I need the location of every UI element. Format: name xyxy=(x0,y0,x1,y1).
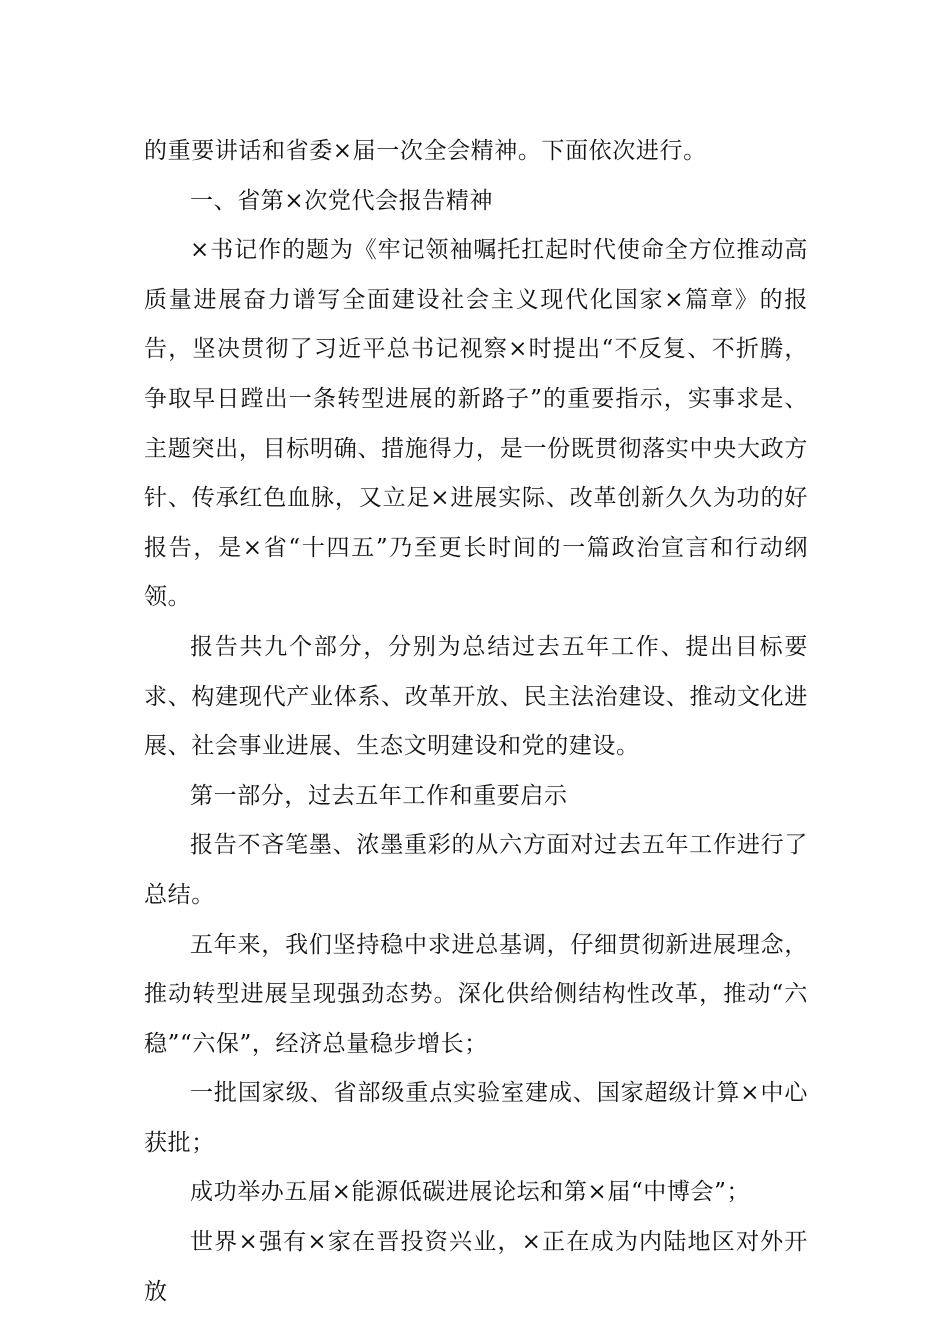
section-heading-1: 一、省第×次党代会报告精神 xyxy=(190,187,494,214)
paragraph-10: 世界×强有×家在晋投资兴业，×正在成为内陆地区对外开放 xyxy=(144,1229,808,1305)
paragraph-3: ×书记作的题为《牢记领袖嘱托扛起时代使命全方位推动高质量进展奋力谱写全面建设社会主义现代化国家×篇章》的报告，坚决贯彻了习近平总书记视察×时提出“不反复、不折腾，争取早日蹚出一条转型进展的新路子”的重要指示，实事求是、主题突出，目标明确、措施得力，是一份既贯彻落实中央大政方针、传承红色血脉，又立足×进展实际、改革创新久久为功的好报告，是×省“十四五”乃至更长时间的一篇政治宣言和行动纲领。 xyxy=(144,237,808,611)
paragraph-4: 报告共九个部分，分别为总结过去五年工作、提出目标要求、构建现代产业体系、改革开放、民主法治建设、推动文化进展、社会事业进展、生态文明建设和党的建设。 xyxy=(144,633,808,760)
paragraph-7: 五年来，我们坚持稳中求进总基调，仔细贯彻新进展理念，推动转型进展呈现强劲态势。深化供给侧结构性改革，推动“六稳”“六保”，经济总量稳步增长； xyxy=(144,931,808,1057)
paragraph-9: 成功举办五届×能源低碳进展论坛和第×届“中博会”； xyxy=(190,1179,751,1206)
paragraph-8: 一批国家级、省部级重点实验室建成、国家超级计算×中心获批； xyxy=(144,1080,808,1156)
part-heading-1: 第一部分，过去五年工作和重要启示 xyxy=(190,782,568,809)
paragraph-1: 的重要讲话和省委×届一次全会精神。下面依次进行。 xyxy=(144,138,707,164)
paragraph-6: 报告不吝笔墨、浓墨重彩的从六方面对过去五年工作进行了总结。 xyxy=(144,832,808,908)
document-body xyxy=(144,127,808,1317)
